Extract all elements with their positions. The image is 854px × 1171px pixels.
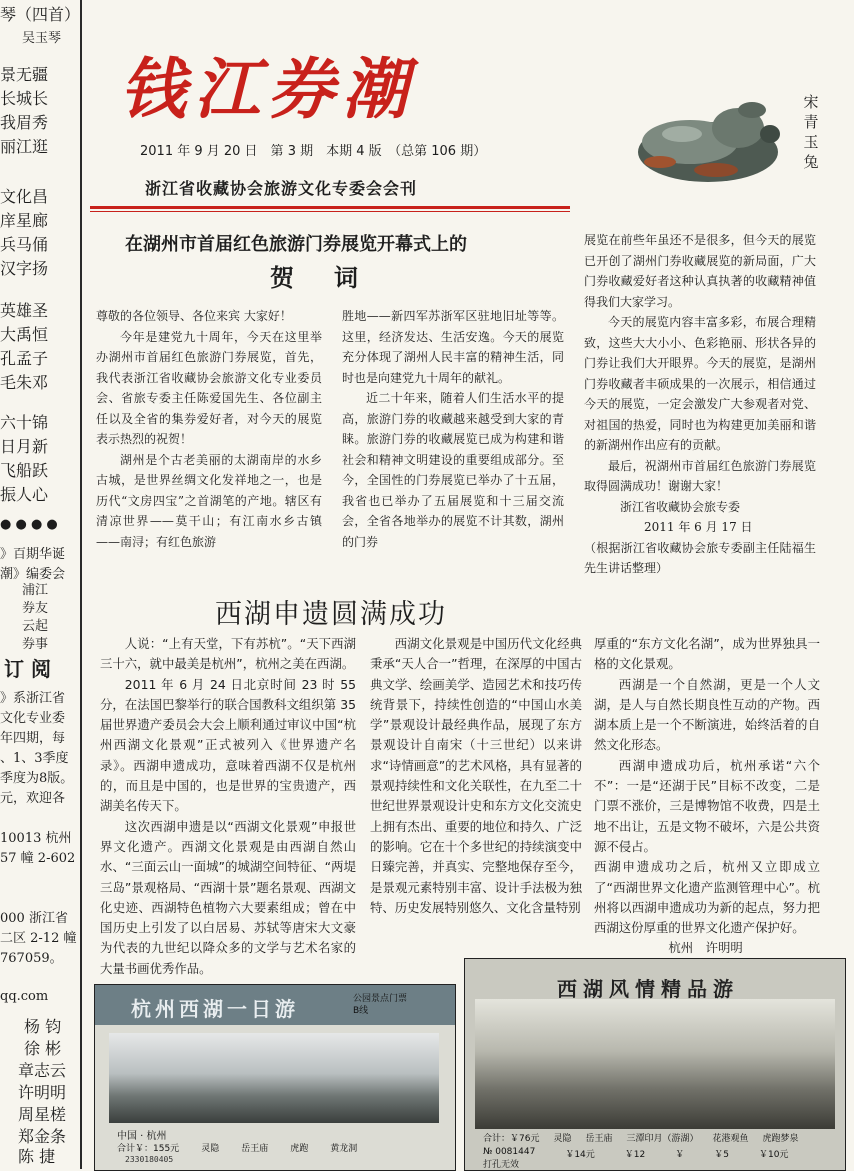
ticket-price: 合计￥：155元 bbox=[117, 1144, 180, 1154]
ls-line: 庠星廊 bbox=[0, 211, 49, 230]
masthead-title: 钱江券潮 bbox=[120, 50, 416, 128]
paragraph: 西湖文化景观是中国历代文化经典秉承“天人合一”哲理，在深厚的中国古典文学、绘画美学、造园艺术和技巧传统背景下，持续性创造的“中国山水美学”景观设计最经典作品，展现了东方景观设计自南宋（十三世纪）以来讲求“诗情画意”的艺术风格，具有显著的景观持续性和文化关联性，在九至二十世纪世界景观设计史和东方文化交流史上拥有杰出、重要的地位和持久、广泛的影响。它在十个多世纪的持续演变中日臻完善，并真实、完整地保存至今，是景观元素特别丰富、设计手法极为独特、历史发展特别悠久、文化含量特别 bbox=[370, 636, 582, 915]
ticket-route: B线 bbox=[353, 1006, 369, 1016]
ticket-spot: 黄龙洞 bbox=[330, 1144, 358, 1154]
article2-col3 bbox=[594, 634, 820, 959]
paragraph: 这次西湖申遗是以“西湖文化景观”申报世界文化遗产。西湖文化景观是由西湖自然山水、“三面云山一面城”的城湖空间特征、“两堤三岛”景观格局、“西湖十景”题名景观、西湖文化史迹、西湖特色植物六大要素组成；曾在中国历史上引发了以白居易、苏轼等唐宋大文豪为代表的九世纪以降众多的文学与艺术名家的大量书画优秀作品。 bbox=[100, 818, 356, 976]
ls-line: 潮》编委会 bbox=[0, 567, 66, 582]
ls-line: 许明明 bbox=[18, 1083, 67, 1102]
ticket-price-row bbox=[117, 1141, 437, 1154]
paragraph: 今天的展览内容丰富多彩，布展合理精致，这些大大小小、色彩艳丽、形状各异的门券让我们大开眼界。今天的展览，是湖州门券收藏者丰硕成果的一次展示，相信通过今天的展览，一定会激发广大参观者对党、对祖国的热爱，同时也为构建更加美丽和谐的新湖州作出应有的贡献。 bbox=[584, 315, 816, 452]
article1-title-line2: 贺词 bbox=[270, 264, 398, 292]
article1-title-line1: 在湖州市首届红色旅游门券展览开幕式上的 bbox=[125, 234, 467, 255]
article2-col1 bbox=[100, 634, 356, 979]
ticket-prices-row bbox=[483, 1147, 833, 1160]
ls-line: 吴玉琴 bbox=[22, 31, 62, 46]
ls-line: 丽江逛 bbox=[0, 137, 49, 156]
date: 2011 年 6 月 17 日 bbox=[644, 520, 753, 534]
ls-line: 兵马俑 bbox=[0, 235, 49, 254]
article1-col1 bbox=[96, 306, 322, 552]
ticket-subtitle bbox=[353, 993, 407, 1017]
ls-subscribe-head: 订 阅 bbox=[4, 657, 51, 681]
ls-line: 长城长 bbox=[0, 89, 49, 108]
ls-line: 琴（四首） bbox=[0, 5, 80, 24]
journal-name: 浙江省收藏协会旅游文化专委会会刊 bbox=[145, 179, 418, 198]
ticket-price: ￥14元 bbox=[565, 1150, 595, 1160]
article2-col2 bbox=[370, 634, 582, 918]
paragraph: 近二十年来，随着人们生活水平的提高，旅游门券的收藏越来越受到大家的青睐。旅游门券的收藏展览已成为构建和谐社会和精神文明建设的重要组成部分。至今，全国性的门券展览已举办了十五届，我省也已举办了五届展览和十三届交流会，全省各地举办的展览不计其数，湖州的门券 bbox=[342, 391, 564, 549]
article2-title: 西湖申遗圆满成功 bbox=[215, 599, 447, 630]
ls-line: 郑金条 bbox=[18, 1127, 67, 1146]
ls-line: 57 幢 2-602 bbox=[0, 851, 76, 866]
ticket-spot: 花港观鱼 bbox=[712, 1134, 749, 1144]
ls-line: 徐 彬 bbox=[24, 1039, 62, 1058]
ls-line: 年四期，每 bbox=[0, 731, 66, 746]
ls-line: 000 浙江省 bbox=[0, 911, 68, 926]
ls-line: 大禹恒 bbox=[0, 325, 49, 344]
ticket-price: ￥5 bbox=[714, 1150, 729, 1160]
ticket-spot: 虎跑 bbox=[290, 1144, 309, 1154]
ls-line: 孔孟子 bbox=[0, 349, 49, 368]
ls-line: 英雄圣 bbox=[0, 301, 49, 320]
paragraph: 胜地——新四军苏浙军区驻地旧址等等。这里，经济发达、生活安逸。今天的展览充分体现了湖州人民丰富的精神生活，同时也是向建党九十周年的献礼。 bbox=[342, 309, 564, 385]
image-caption: 宋青玉兔 bbox=[803, 93, 819, 171]
ls-line: 券事 bbox=[22, 637, 49, 652]
ticket-spot: 岳王庙 bbox=[241, 1144, 269, 1154]
ticket-serial: № 0081447 bbox=[483, 1147, 536, 1157]
ls-line: 券友 bbox=[22, 601, 49, 616]
ls-line: 六十锦 bbox=[0, 413, 49, 432]
ls-line: 》百期华诞 bbox=[0, 547, 66, 562]
ls-line: 杨 钧 bbox=[24, 1017, 62, 1036]
ticket-west-lake-boutique bbox=[464, 958, 846, 1171]
ticket-total: 合计：￥76元 bbox=[483, 1134, 540, 1144]
ticket-spot: 虎跑梦泉 bbox=[762, 1134, 799, 1144]
ticket-hangzhou-one-day bbox=[94, 984, 456, 1171]
ls-line: 章志云 bbox=[18, 1061, 67, 1080]
paragraph: 2011 年 6 月 24 日北京时间 23 时 55 分，在法国巴黎举行的联合国教科文组织第 35 届世界遗产委员会大会上顺利通过审议中国“杭州西湖文化景观”正式被列入《世界遗产名录》。西湖申遗成功，意味着西湖不仅是杭州的，而且是中国的，也是世界的宝贵遗产，西湖美名传天下。 bbox=[100, 676, 356, 814]
ls-line: 我眉秀 bbox=[0, 113, 49, 132]
ls-line: ● ● ● ● bbox=[0, 517, 58, 532]
paragraph: 尊敬的各位领导、各位来宾 大家好！ bbox=[96, 309, 292, 323]
ls-line: 文化昌 bbox=[0, 187, 49, 206]
ticket-photo bbox=[475, 999, 835, 1129]
ls-line: 景无疆 bbox=[0, 65, 49, 84]
ls-line: 二区 2-12 幢 bbox=[0, 931, 77, 946]
jade-rabbit-image bbox=[620, 90, 790, 190]
paragraph: 最后，祝湖州市首届红色旅游门券展览取得圆满成功！谢谢大家！ bbox=[584, 458, 816, 493]
ls-line: 云起 bbox=[22, 619, 49, 634]
ticket-serial: 2330180405 bbox=[125, 1155, 174, 1164]
paragraph: 西湖申遗成功后，杭州承诺“六个不”：一是“还湖于民”目标不改变，二是门票不涨价，三是博物馆不收费，四是土地不出让，五是文物不破坏，六是公共资源不侵占。 bbox=[594, 757, 820, 854]
ticket-void-note: 打孔无效 bbox=[483, 1160, 520, 1170]
ticket-photo bbox=[109, 1033, 439, 1123]
ls-line: 汉字扬 bbox=[0, 259, 49, 278]
column-divider bbox=[80, 0, 82, 1169]
ls-line: 文化专业委 bbox=[0, 711, 66, 726]
ticket-price: ￥12 bbox=[624, 1150, 646, 1160]
article1-col2 bbox=[342, 306, 564, 552]
ticket-spot: 灵隐 bbox=[553, 1134, 572, 1144]
ticket-title: 杭州西湖一日游 bbox=[131, 997, 299, 1021]
signature: 浙江省收藏协会旅专委 bbox=[620, 499, 741, 514]
ls-line: 飞船跃 bbox=[0, 461, 49, 480]
ticket-title: 西湖风情精品游 bbox=[557, 977, 739, 1001]
ticket-spots-row bbox=[483, 1131, 833, 1144]
ticket-spot: 三潭印月（游湖） bbox=[626, 1134, 699, 1144]
ticket-subtitle-type: 公园景点门票 bbox=[353, 994, 408, 1004]
left-strip bbox=[0, 0, 80, 1169]
ticket-price: ￥ bbox=[675, 1150, 685, 1160]
paragraph: 展览在前些年虽还不是很多，但今天的展览已开创了湖州门券收藏展览的新局面，广大门券收藏爱好者这种认真执著的收藏精神值得我们大家学习。 bbox=[584, 233, 816, 309]
ls-line: 陈 捷 bbox=[18, 1147, 56, 1166]
paragraph: 西湖申遗成功之后，杭州又立即成立了“西湖世界文化遗产监测管理中心”。杭州将以西湖申遗成功为新的起点，努力把西湖这份厚重的世界文化遗产保护好。 bbox=[594, 859, 820, 936]
note: （根据浙江省收藏协会旅专委副主任陆福生先生讲话整理） bbox=[584, 540, 816, 575]
ls-line: 元，欢迎各 bbox=[0, 791, 66, 806]
paragraph: 湖州是个古老美丽的太湖南岸的水乡古城，是世界丝绸文化发祥地之一，也是历代“文房四宝”之首湖笔的产地。辖区有清凉世界——莫干山；有江南水乡古镇——南浔；有红色旅游 bbox=[96, 452, 322, 549]
ls-line: 浦江 bbox=[22, 583, 49, 598]
ls-line: 、1、3季度 bbox=[0, 751, 69, 766]
ticket-spot: 岳王庙 bbox=[585, 1134, 613, 1144]
paragraph: 人说：“上有天堂，下有苏杭”。“天下西湖三十六，就中最美是杭州”，杭州之美在西湖。 bbox=[100, 636, 356, 672]
ls-line: 》系浙江省 bbox=[0, 691, 66, 706]
ticket-location: 中国 · 杭州 bbox=[117, 1131, 167, 1142]
author: 杭州 许明明 bbox=[668, 940, 743, 956]
ls-line: 10013 杭州 bbox=[0, 831, 72, 846]
ls-line: 毛朱邓 bbox=[0, 373, 49, 392]
ls-line: 767059。 bbox=[0, 951, 63, 966]
ls-line: 季度为8版。 bbox=[0, 771, 74, 786]
ls-line: 周星槎 bbox=[18, 1105, 67, 1124]
masthead-rule bbox=[90, 206, 570, 209]
paragraph: 西湖是一个自然湖，更是一个人文湖，是人与自然长期良性互动的产物。西湖本质上是一个不断演进，始终活着的自然文化形态。 bbox=[594, 676, 820, 753]
ls-line: qq.com bbox=[0, 989, 49, 1004]
ls-line: 振人心 bbox=[0, 485, 49, 504]
ls-line: 日月新 bbox=[0, 437, 49, 456]
masthead-rule-thin bbox=[90, 211, 570, 212]
article1-col3 bbox=[584, 230, 816, 579]
issue-line: 2011 年 9 月 20 日 第 3 期 本期 4 版 （总第 106 期） bbox=[140, 144, 487, 159]
paragraph: 今年是建党九十周年，今天在这里举办湖州市首届红色旅游门券展览，首先，我代表浙江省收藏协会旅游文化专业委员会、省旅专委主任陈爱国先生、各位副主任以及全省的集券爱好者，对今天的展览表示热烈的祝贺！ bbox=[96, 329, 322, 446]
ticket-price: ￥10元 bbox=[758, 1150, 789, 1160]
paragraph: 厚重的“东方文化名湖”，成为世界独具一格的文化景观。 bbox=[594, 636, 820, 672]
ticket-spot: 灵隐 bbox=[201, 1144, 220, 1154]
